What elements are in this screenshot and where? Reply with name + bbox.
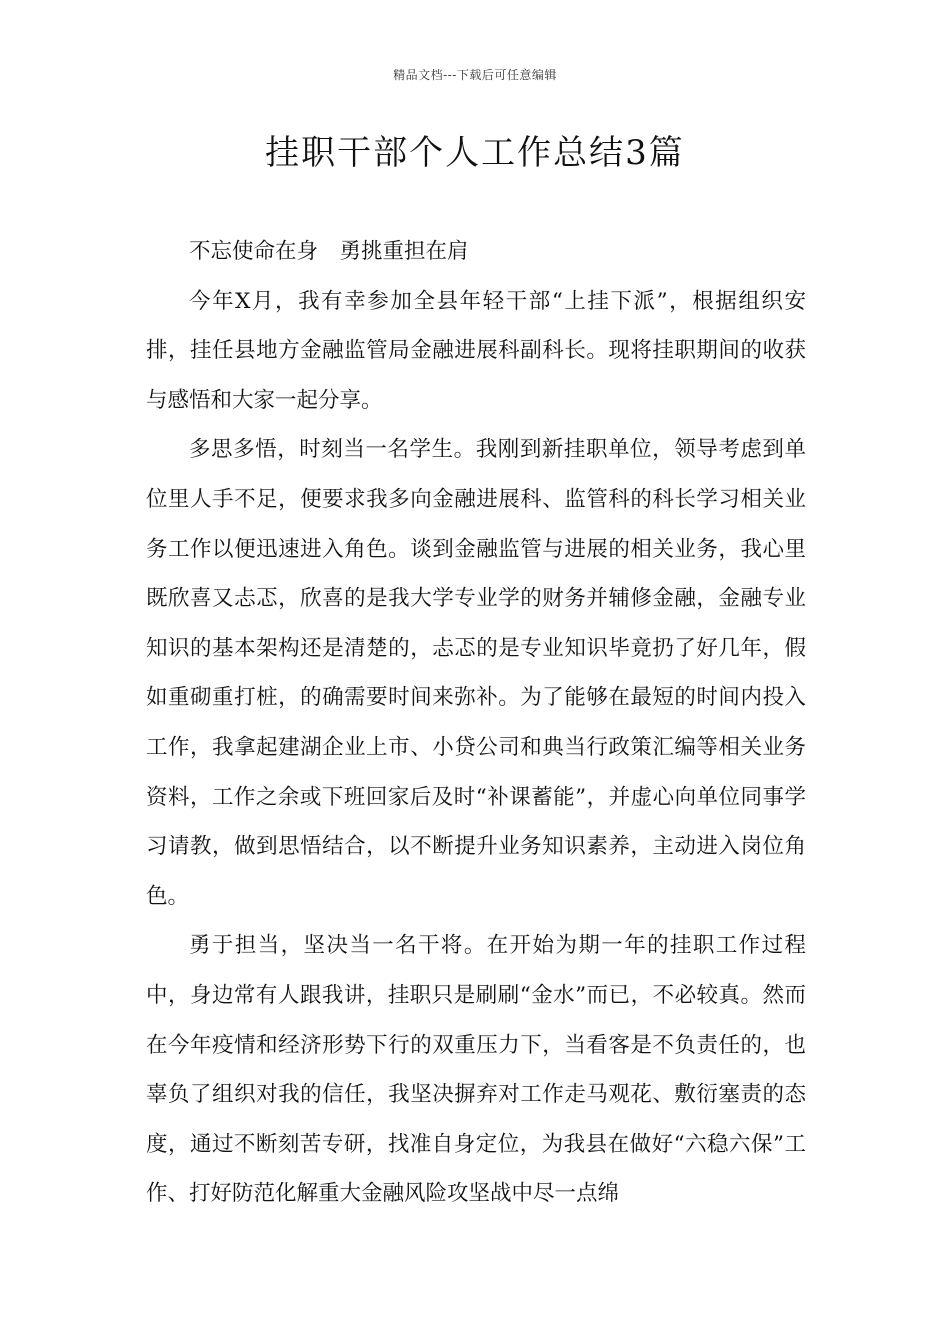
document-title: 挂职干部个人工作总结3篇 xyxy=(265,133,685,173)
document-subtitle: 不忘使命在身 勇挑重担在肩 xyxy=(189,239,469,264)
header-note: 精品文档---下载后可任意编辑 xyxy=(393,68,557,82)
paragraph-learning: 多思多悟，时刻当一名学生。我刚到新挂职单位，领导考虑到单位里人手不足，便要求我多向金融进展科、监管科的科长学习相关业务工作以便迅速进入角色。谈到金融监管与进展的相关业务，我心里既欣喜又忐忑，欣喜的是我大学专业学的财务并辅修金融，金融专业知识的基本架构还是清楚的，忐忑的是专业知识毕竟扔了好几年，假如重砌重打桩，的确需要时间来弥补。为了能够在最短的时间内投入工作，我拿起建湖企业上市、小贷公司和典当行政策汇编等相关业务资料，工作之余或下班回家后及时“补课蓄能”，并虚心向单位同事学习请教，做到思悟结合，以不断提升业务知识素养，主动进入岗位角色。 xyxy=(146,437,806,909)
document-body xyxy=(146,227,806,1219)
paragraph-intro: 今年X月，我有幸参加全县年轻干部“上挂下派”，根据组织安排，挂任县地方金融监管局金融进展科副科长。现将挂职期间的收获与感悟和大家一起分享。 xyxy=(146,288,806,413)
paragraph-responsibility: 勇于担当，坚决当一名干将。在开始为期一年的挂职工作过程中，身边常有人跟我讲，挂职只是刷刷“金水”而已，不必较真。然而在今年疫情和经济形势下行的双重压力下，当看客是不负责任的，也辜负了组织对我的信任，我坚决摒弃对工作走马观花、敷衍塞责的态度，通过不断刻苦专研，找准自身定位，为我县在做好“六稳六保”工作、打好防范化解重大金融风险攻坚战中尽一点绵 xyxy=(146,933,806,1207)
